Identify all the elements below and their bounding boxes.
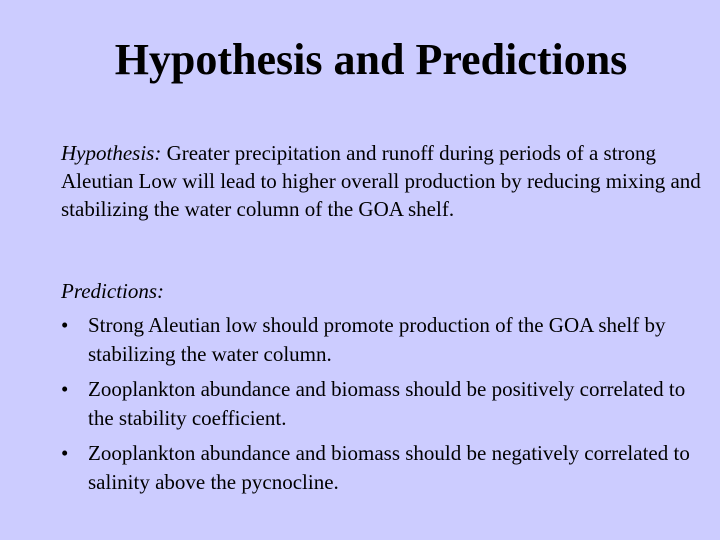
predictions-list <box>61 311 706 503</box>
hypothesis-paragraph <box>61 139 701 223</box>
prediction-text: Zooplankton abundance and biomass should be positively correlated to the stability coefficient. <box>88 377 686 430</box>
bullet-icon: • <box>61 377 69 401</box>
slide-title: Hypothesis and Predictions <box>114 35 628 84</box>
list-item <box>61 311 706 369</box>
prediction-text: Strong Aleutian low should promote production of the GOA shelf by stabilizing the water column. <box>88 313 666 366</box>
list-item <box>61 375 706 433</box>
predictions-label: Predictions: <box>61 279 165 303</box>
bullet-icon: • <box>61 441 69 465</box>
bullet-icon: • <box>61 313 69 337</box>
hypothesis-text: Greater precipitation and runoff during periods of a strong Aleutian Low will lead to higher overall production by reducing mixing and stabilizing the water column of the GOA shelf. <box>61 141 701 221</box>
predictions-heading <box>61 277 701 305</box>
list-item <box>61 439 706 497</box>
hypothesis-label: Hypothesis: <box>61 141 162 165</box>
prediction-text: Zooplankton abundance and biomass should be negatively correlated to salinity above the pycnocline. <box>88 441 690 494</box>
